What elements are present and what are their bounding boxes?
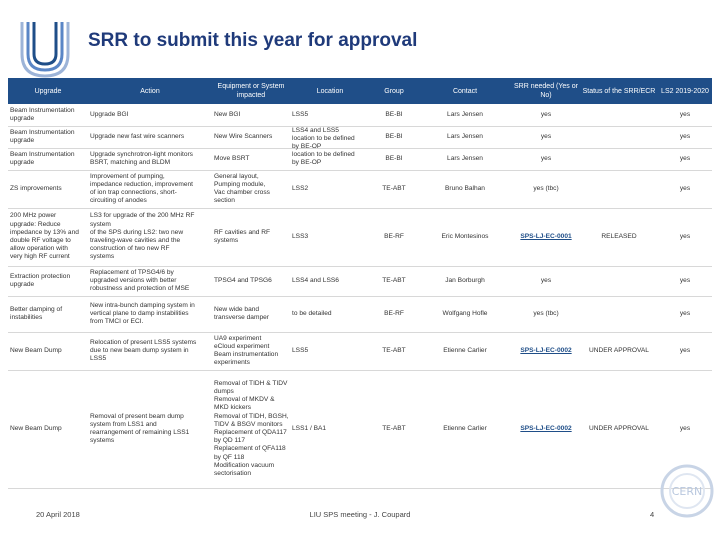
- cell-action-line: Replacement of TPSG4/6 by: [90, 268, 174, 276]
- cell-status: UNDER APPROVAL: [589, 346, 649, 354]
- cell-upgrade-line: very high RF current: [10, 253, 70, 261]
- cell-action: [90, 151, 212, 167]
- cell-action-line: due to new beam dump system in: [90, 346, 189, 354]
- cell-equipment: [214, 173, 290, 206]
- cell-action-line: Upgrade BGI: [90, 110, 129, 118]
- cell-srr-needed: yes: [540, 276, 552, 284]
- cell-equipment-line: MKD kickers: [214, 404, 251, 412]
- cell-equipment: [214, 277, 290, 285]
- cell-equipment-line: TPSG4 and TPSG6: [214, 276, 272, 284]
- table-row: [8, 104, 712, 127]
- cell-upgrade-line: 200 MHz power: [10, 212, 57, 220]
- table-row: [8, 170, 712, 209]
- cell-upgrade-line: New Beam Dump: [10, 346, 62, 354]
- cell-action: [90, 269, 212, 294]
- cell-location: [292, 347, 370, 355]
- cell-contact: Etienne Carlier: [443, 424, 487, 432]
- cell-location: [292, 111, 370, 119]
- cell-location-line: location to be defined: [292, 150, 355, 158]
- cell-group: BE-BI: [385, 132, 403, 140]
- cell-location: [292, 425, 370, 433]
- cell-equipment: [214, 335, 290, 368]
- cell-contact: Eric Montesinos: [441, 232, 489, 240]
- cell-ls2: yes: [679, 110, 691, 118]
- cell-upgrade-line: Beam Instrumentation: [10, 106, 75, 114]
- cell-action-line: of ion trap connections, short-: [90, 189, 177, 196]
- cell-equipment-line: section: [214, 197, 235, 205]
- cell-location-line: by BE-OP: [292, 159, 322, 166]
- cell-action-line: Relocation of present LSS5 systems: [90, 338, 197, 346]
- cell-location: [292, 277, 370, 285]
- cell-action: [90, 302, 212, 327]
- cell-equipment-line: by QD 117: [214, 437, 246, 445]
- cell-upgrade-line: upgrade: [10, 115, 35, 122]
- cell-action-line: Upgrade synchrotron-light monitors: [90, 150, 193, 158]
- cell-group: TE-ABT: [382, 424, 406, 432]
- cell-action: [90, 111, 212, 119]
- cell-equipment-line: New BGI: [214, 110, 241, 118]
- footer-meeting: LIU SPS meeting - J. Coupard: [309, 510, 411, 519]
- cell-srr-needed: yes (tbc): [533, 309, 559, 317]
- cell-location-line: LSS3: [292, 232, 309, 240]
- cell-upgrade: [10, 151, 88, 167]
- footer-date: 20 April 2018: [36, 510, 80, 519]
- cell-equipment-line: Replacement of QFA118: [214, 445, 286, 453]
- cell-action-line: BSRT, matching and BLDM: [90, 159, 171, 166]
- cell-location: [292, 233, 370, 241]
- cell-action-line: construction of two new RF: [90, 245, 170, 253]
- cell-action-line: system from LSS1 and: [90, 420, 157, 428]
- cell-action-line: robustness and protection of MSE: [90, 285, 190, 293]
- table-row: [8, 332, 712, 371]
- cell-action-line: from TMCI or ECI.: [90, 318, 144, 326]
- cell-upgrade: [10, 306, 88, 322]
- cell-contact: Wolfgang Hofle: [442, 309, 488, 317]
- cell-location-line: location to be defined: [292, 135, 355, 143]
- cell-action-line: traveling-wave cavities and the: [90, 237, 181, 244]
- cell-action-line: of the SPS during LS2: two new: [90, 228, 184, 236]
- cell-upgrade-line: allow operation with: [10, 245, 68, 253]
- cell-upgrade-line: double RF voltage to: [10, 237, 71, 244]
- cell-action-line: systems: [90, 253, 115, 261]
- cell-upgrade-line: New Beam Dump: [10, 424, 62, 432]
- cell-action: [90, 413, 212, 446]
- cell-action-line: LSS5: [90, 355, 107, 363]
- cell-ls2: yes: [679, 309, 691, 317]
- cell-action-line: Upgrade new fast wire scanners: [90, 132, 185, 140]
- cell-location: [292, 185, 370, 193]
- cell-equipment-line: Move BSRT: [214, 154, 250, 162]
- svg-text:CERN: CERN: [671, 485, 703, 498]
- cell-srr-needed[interactable]: SPS-LJ-EC-0002: [520, 346, 572, 354]
- cell-equipment-line: Removal of TIDH, BGSH,: [214, 412, 289, 420]
- cell-action: [90, 133, 212, 141]
- table-row: [8, 266, 712, 297]
- cell-upgrade-line: Extraction protection: [10, 272, 71, 280]
- cell-group: TE-ABT: [382, 346, 406, 354]
- cell-upgrade: [10, 185, 88, 193]
- table-row: [8, 148, 712, 171]
- cell-action-line: system: [90, 220, 111, 228]
- cell-equipment-line: Vac chamber cross: [214, 189, 270, 196]
- cell-group: BE-BI: [385, 110, 403, 118]
- srr-table: [8, 78, 712, 490]
- cell-action-line: Removal of present beam dump: [90, 412, 184, 420]
- header-group: Group: [370, 78, 418, 104]
- cell-contact: Etienne Carlier: [443, 346, 487, 354]
- cell-equipment: [214, 229, 290, 245]
- cell-upgrade: [10, 129, 88, 145]
- cell-equipment-line: New wide band: [214, 305, 260, 313]
- cell-equipment-line: eCloud experiment: [214, 342, 270, 350]
- cell-equipment: [214, 155, 290, 163]
- cell-equipment-line: transverse damper: [214, 314, 269, 321]
- cell-ls2: yes: [679, 132, 691, 140]
- cell-srr-needed: yes: [540, 132, 552, 140]
- cell-contact: Lars Jensen: [447, 132, 483, 140]
- cell-upgrade-line: upgrade: [10, 137, 35, 144]
- cell-upgrade: [10, 347, 88, 355]
- cell-equipment-line: Replacement of QDA117: [214, 429, 287, 437]
- cell-action: [90, 212, 212, 261]
- cell-action-line: Improvement of pumping,: [90, 172, 165, 180]
- cell-srr-needed: yes: [540, 110, 552, 118]
- cell-location-line: LSS4 and LSS6: [292, 276, 339, 284]
- cell-contact: Bruno Balhan: [445, 184, 485, 192]
- cell-equipment-line: experiments: [214, 359, 250, 367]
- cell-upgrade-line: Better damping of: [10, 305, 63, 313]
- cell-equipment: [214, 380, 290, 478]
- header-upgrade: Upgrade: [8, 78, 88, 104]
- cell-action: [90, 173, 212, 206]
- cell-equipment-line: Beam instrumentation: [214, 351, 279, 358]
- cell-equipment-line: dumps: [214, 388, 234, 395]
- cell-contact: Lars Jensen: [447, 154, 483, 162]
- cell-equipment-line: TIDV & BSGV monitors: [214, 420, 283, 428]
- cell-equipment: [214, 111, 290, 119]
- cell-ls2: yes: [679, 276, 691, 284]
- cell-status: RELEASED: [601, 232, 637, 240]
- cell-group: TE-ABT: [382, 184, 406, 192]
- table-row: [8, 296, 712, 333]
- cell-action-line: LS3 for upgrade of the 200 MHz RF: [90, 212, 195, 220]
- cell-equipment-line: by QF 118: [214, 453, 245, 461]
- cell-location: [292, 310, 370, 318]
- cell-upgrade-line: upgrade: Reduce: [10, 220, 61, 228]
- cell-equipment-line: Modification vacuum: [214, 461, 275, 469]
- cell-equipment-line: Pumping module,: [214, 180, 266, 188]
- cell-equipment-line: RF cavities and RF: [214, 228, 271, 236]
- cell-location-line: LSS2: [292, 184, 309, 192]
- cell-ls2: yes: [679, 424, 691, 432]
- cell-location-line: by BE-OP: [292, 143, 322, 151]
- cell-action-line: upgraded versions with better: [90, 276, 177, 284]
- cell-ls2: yes: [679, 232, 691, 240]
- cell-location-line: LSS5: [292, 110, 309, 118]
- cell-upgrade: [10, 425, 88, 433]
- cell-equipment: [214, 306, 290, 322]
- cell-equipment-line: General layout,: [214, 172, 259, 180]
- page-title: SRR to submit this year for approval: [88, 30, 418, 51]
- cell-action-line: circuiting of anodes: [90, 197, 147, 205]
- cell-equipment-line: systems: [214, 237, 239, 244]
- cell-action: [90, 339, 212, 364]
- cell-ls2: yes: [679, 184, 691, 192]
- cell-contact: Jan Borburgh: [445, 276, 485, 284]
- cell-ls2: yes: [679, 346, 691, 354]
- cell-equipment: [214, 133, 290, 141]
- cell-action-line: vertical plane to damp instabilities: [90, 309, 189, 317]
- cell-location-line: LSS1 / BA1: [292, 424, 327, 432]
- table-row: [8, 208, 712, 267]
- cell-group: BE-RF: [384, 232, 404, 240]
- header-location: Location: [290, 78, 370, 104]
- cell-equipment-line: sectorisation: [214, 470, 252, 478]
- cell-action-line: rearrangement of remaining LSS1: [90, 429, 190, 436]
- cell-action-line: impedance reduction, improvement: [90, 180, 193, 188]
- cell-upgrade-line: upgrade: [10, 159, 35, 166]
- cell-upgrade: [10, 107, 88, 123]
- cell-upgrade-line: ZS improvements: [10, 184, 62, 192]
- liu-logo: [16, 18, 74, 82]
- cell-srr-needed: yes: [540, 154, 552, 162]
- cell-contact: Lars Jensen: [447, 110, 483, 118]
- cell-upgrade: [10, 212, 88, 261]
- cell-upgrade-line: upgrade: [10, 281, 35, 288]
- header-equipment: Equipment or System impacted: [212, 78, 290, 104]
- table-row: [8, 370, 712, 489]
- cell-status: UNDER APPROVAL: [589, 424, 649, 432]
- cell-srr-needed: yes (tbc): [533, 184, 559, 192]
- cell-location: [292, 151, 370, 167]
- cell-srr-needed[interactable]: SPS-LJ-EC-0002: [520, 424, 572, 432]
- cell-upgrade-line: Beam Instrumentation: [10, 150, 75, 158]
- header-srr-needed: SRR needed (Yes or No): [512, 78, 580, 104]
- header-ls2: LS2 2019-2020: [658, 78, 712, 104]
- cell-action-line: New intra-bunch damping system in: [90, 301, 195, 309]
- cell-location-line: LSS5: [292, 346, 309, 354]
- cell-location-line: to be detailed: [292, 309, 332, 317]
- cell-equipment-line: Removal of MKDV &: [214, 396, 275, 404]
- cell-equipment-line: Removal of TIDH & TIDV: [214, 379, 288, 387]
- cell-group: BE-RF: [384, 309, 404, 317]
- header-contact: Contact: [418, 78, 512, 104]
- cell-srr-needed[interactable]: SPS-LJ-EC-0001: [520, 232, 572, 240]
- table-row: [8, 126, 712, 149]
- cell-group: TE-ABT: [382, 276, 406, 284]
- cell-location-line: LSS4 and LSS5: [292, 127, 339, 134]
- cell-equipment-line: New Wire Scanners: [214, 132, 273, 140]
- header-action: Action: [88, 78, 212, 104]
- cell-group: BE-BI: [385, 154, 403, 162]
- cell-ls2: yes: [679, 154, 691, 162]
- page-number: 4: [650, 510, 655, 519]
- cell-action-line: systems: [90, 437, 115, 445]
- cell-equipment-line: UA9 experiment: [214, 334, 262, 342]
- cell-upgrade: [10, 273, 88, 289]
- cell-upgrade-line: instabilities: [10, 314, 43, 321]
- header-status: Status of the SRR/ECR: [580, 78, 658, 104]
- cell-upgrade-line: impedance by 13% and: [10, 228, 79, 236]
- cern-logo: [658, 462, 716, 520]
- cell-upgrade-line: Beam Instrumentation: [10, 128, 75, 136]
